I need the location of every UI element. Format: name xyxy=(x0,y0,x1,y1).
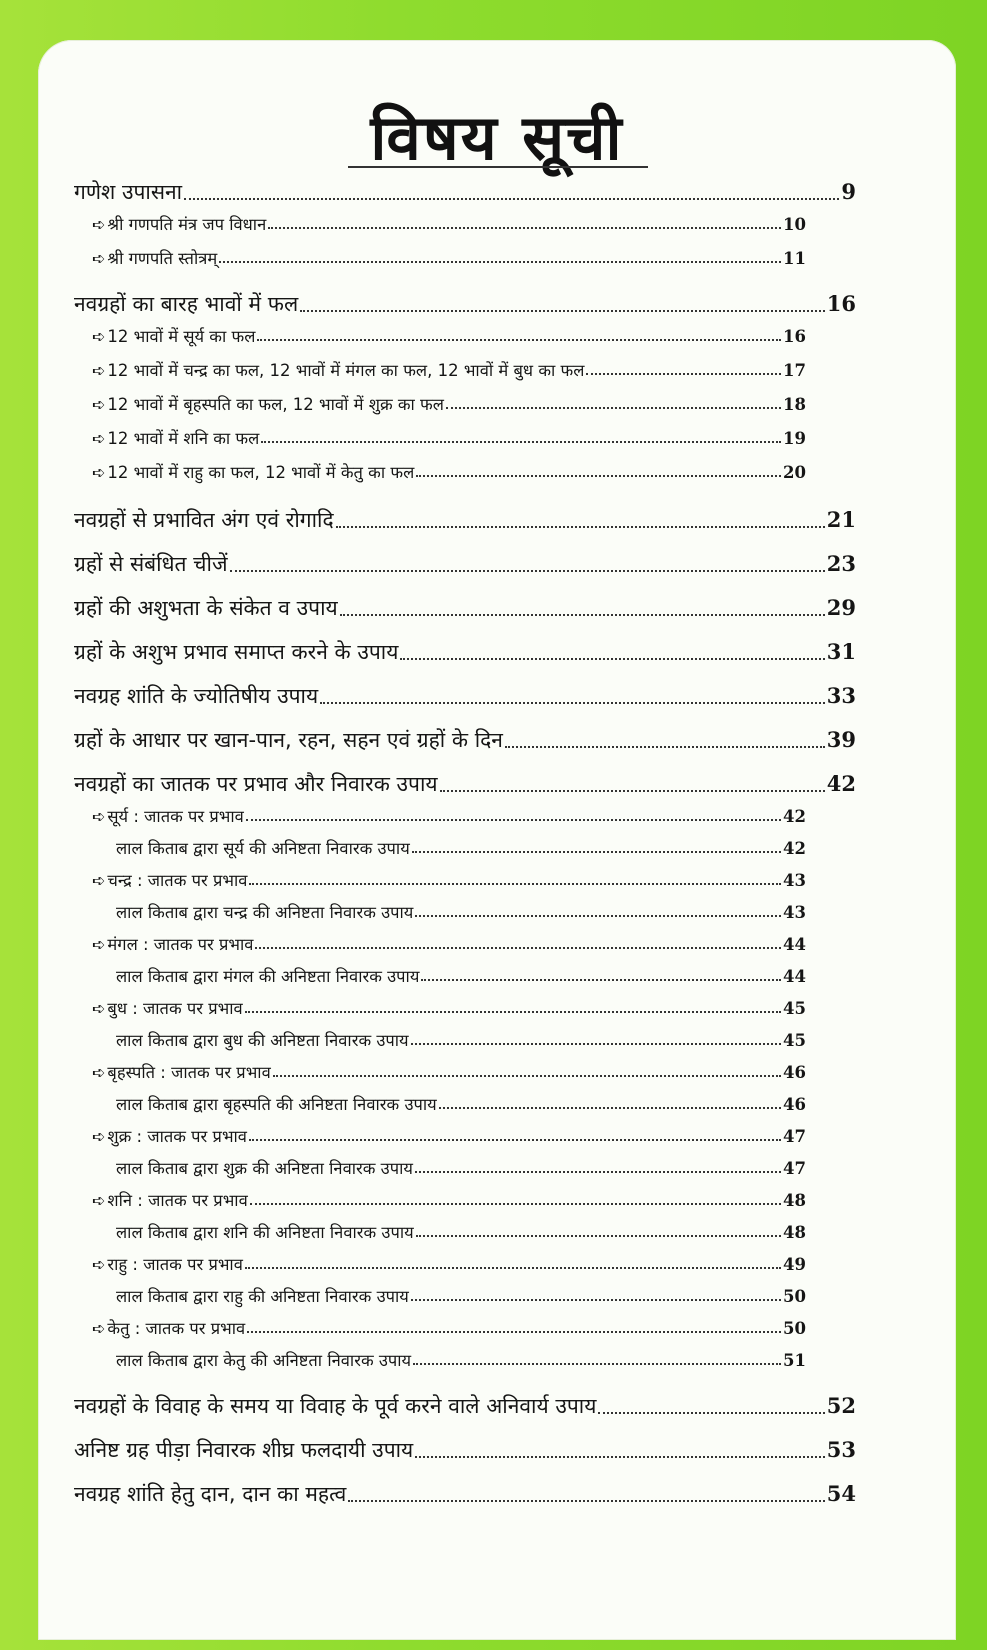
bullet-arrow-icon: ➪ xyxy=(92,361,106,380)
toc-entry-page-number: 20 xyxy=(783,463,806,482)
toc-entry-page-number: 52 xyxy=(826,1393,856,1418)
toc-subentry xyxy=(92,932,806,955)
bullet-arrow-icon: ➪ xyxy=(92,215,106,234)
dot-leader xyxy=(421,979,781,981)
toc-entry-title: राहु : जातक पर प्रभाव xyxy=(107,1255,243,1274)
toc-entry-title: ग्रहों की अशुभता के संकेत व उपाय xyxy=(74,596,338,620)
bullet-arrow-icon: ➪ xyxy=(92,935,106,954)
toc-entry xyxy=(74,178,856,206)
dot-leader xyxy=(413,1363,781,1365)
toc-entry-page-number: 33 xyxy=(826,683,856,708)
toc-subentry xyxy=(116,1348,806,1371)
toc-entry-title: लाल किताब द्वारा चन्द्र की अनिष्टता निवारक उपाय xyxy=(116,903,414,922)
toc-subentry xyxy=(92,246,806,269)
dot-leader xyxy=(439,1107,781,1109)
dot-leader xyxy=(412,851,781,853)
toc-entry-page-number: 54 xyxy=(826,1481,856,1506)
toc-entry xyxy=(74,770,856,798)
toc-entry xyxy=(74,550,856,578)
dot-leader xyxy=(415,1456,825,1458)
toc-subentry xyxy=(116,900,806,923)
toc-entry-page-number: 50 xyxy=(783,1319,806,1338)
toc-subentry xyxy=(92,1124,806,1147)
toc-subentry xyxy=(116,1156,806,1179)
toc-subentry xyxy=(116,1220,806,1243)
toc-entry-page-number: 51 xyxy=(783,1351,806,1370)
dot-leader xyxy=(416,475,781,477)
toc-entry xyxy=(74,1480,856,1508)
bullet-arrow-icon: ➪ xyxy=(92,1319,106,1338)
toc-subentry xyxy=(116,1092,806,1115)
dot-leader xyxy=(245,1011,781,1013)
dot-leader xyxy=(400,658,824,660)
toc-entry-page-number: 10 xyxy=(783,215,806,234)
toc-entry-title: नवग्रहों के विवाह के समय या विवाह के पूर्व करने वाले अनिवार्य उपाय xyxy=(74,1394,597,1418)
toc-entry-page-number: 53 xyxy=(826,1437,856,1462)
toc-entry-title: लाल किताब द्वारा राहु की अनिष्टता निवारक उपाय xyxy=(116,1287,409,1306)
toc-entry-title: गणेश उपासना xyxy=(74,180,183,204)
dot-leader xyxy=(411,1299,781,1301)
toc-entry-page-number: 23 xyxy=(826,551,856,576)
toc-entry xyxy=(74,1392,856,1420)
toc-entry-page-number: 47 xyxy=(783,1127,806,1146)
toc-entry-page-number: 44 xyxy=(783,967,806,986)
toc-entry-page-number: 48 xyxy=(783,1191,806,1210)
bullet-arrow-icon: ➪ xyxy=(92,1127,106,1146)
bullet-arrow-icon: ➪ xyxy=(92,429,106,448)
toc-entry-title: लाल किताब द्वारा शुक्र की अनिष्टता निवारक उपाय xyxy=(116,1159,413,1178)
dot-leader xyxy=(415,1171,781,1173)
toc-entry-title: 12 भावों में राहु का फल, 12 भावों में केतु का फल xyxy=(107,463,415,482)
dot-leader xyxy=(184,198,839,200)
toc-entry-page-number: 17 xyxy=(783,361,806,380)
toc-entry-page-number: 39 xyxy=(826,727,856,752)
toc-entry-title: लाल किताब द्वारा मंगल की अनिष्टता निवारक उपाय xyxy=(116,967,420,986)
bullet-arrow-icon: ➪ xyxy=(92,807,106,826)
dot-leader xyxy=(340,614,825,616)
toc-entry xyxy=(74,594,856,622)
dot-leader xyxy=(586,373,781,375)
toc-entry-title: लाल किताब द्वारा बृहस्पति की अनिष्टता निवारक उपाय xyxy=(116,1095,437,1114)
toc-entry-page-number: 43 xyxy=(783,871,806,890)
toc-entry-title: लाल किताब द्वारा सूर्य की अनिष्टता निवारक उपाय xyxy=(116,839,410,858)
toc-entry-title: 12 भावों में सूर्य का फल xyxy=(107,327,256,346)
toc-entry-page-number: 21 xyxy=(826,507,856,532)
toc-entry-page-number: 45 xyxy=(783,1031,806,1050)
dot-leader xyxy=(300,310,825,312)
toc-entry-title: 12 भावों में बृहस्पति का फल, 12 भावों में शुक्र का फल xyxy=(107,395,444,414)
toc-subentry xyxy=(92,996,806,1019)
toc-entry-page-number: 19 xyxy=(783,429,806,448)
toc-entry-page-number: 44 xyxy=(783,935,806,954)
toc-subentry xyxy=(92,1316,806,1339)
toc-subentry xyxy=(92,460,806,483)
toc-entry-title: लाल किताब द्वारा शनि की अनिष्टता निवारक उपाय xyxy=(116,1223,414,1242)
dot-leader xyxy=(598,1412,824,1414)
dot-leader xyxy=(446,407,781,409)
bullet-arrow-icon: ➪ xyxy=(92,395,106,414)
dot-leader xyxy=(348,1500,824,1502)
toc-entry-title: शनि : जातक पर प्रभाव xyxy=(107,1191,248,1210)
toc-subentry xyxy=(92,1188,806,1211)
toc-entry-title: चन्द्र : जातक पर प्रभाव xyxy=(107,871,248,890)
dot-leader xyxy=(245,1267,781,1269)
toc-subentry xyxy=(92,1252,806,1275)
toc-entry-title: शुक्र : जातक पर प्रभाव xyxy=(107,1127,247,1146)
toc-entry-title: श्री गणपति स्तोत्रम् xyxy=(107,249,218,268)
toc-entry-title: 12 भावों में शनि का फल xyxy=(107,429,260,448)
dot-leader xyxy=(416,1235,781,1237)
toc-entry-page-number: 42 xyxy=(783,807,806,826)
dot-leader xyxy=(246,819,781,821)
toc-entry-title: श्री गणपति मंत्र जप विधान xyxy=(107,215,267,234)
bullet-arrow-icon: ➪ xyxy=(92,463,106,482)
dot-leader xyxy=(273,1075,781,1077)
dot-leader xyxy=(440,790,825,792)
dot-leader xyxy=(230,570,825,572)
toc-entry-page-number: 46 xyxy=(783,1063,806,1082)
toc-entry-page-number: 49 xyxy=(783,1255,806,1274)
toc-entry-page-number: 48 xyxy=(783,1223,806,1242)
toc-entry-title: लाल किताब द्वारा बुध की अनिष्टता निवारक उपाय xyxy=(116,1031,409,1050)
toc-subentry xyxy=(92,1060,806,1083)
bullet-arrow-icon: ➪ xyxy=(92,249,106,268)
bullet-arrow-icon: ➪ xyxy=(92,871,106,890)
dot-leader xyxy=(261,441,781,443)
dot-leader xyxy=(250,1203,781,1205)
bullet-arrow-icon: ➪ xyxy=(92,1255,106,1274)
toc-entry-title: केतु : जातक पर प्रभाव xyxy=(107,1319,246,1338)
toc-subentry xyxy=(116,1028,806,1051)
toc-entry-title: ग्रहों के अशुभ प्रभाव समाप्त करने के उपाय xyxy=(74,640,399,664)
toc-subentry xyxy=(92,804,806,827)
dot-leader xyxy=(415,915,781,917)
dot-leader xyxy=(249,883,781,885)
toc-subentry xyxy=(116,964,806,987)
bullet-arrow-icon: ➪ xyxy=(92,999,106,1018)
toc-entry-page-number: 31 xyxy=(826,639,856,664)
toc-entry-title: ग्रहों के आधार पर खान-पान, रहन, सहन एवं ग्रहों के दिन xyxy=(74,728,503,752)
toc-entry-title: नवग्रहों से प्रभावित अंग एवं रोगादि xyxy=(74,508,334,532)
dot-leader xyxy=(257,339,781,341)
toc-subentry xyxy=(116,1284,806,1307)
toc-entry xyxy=(74,726,856,754)
toc-entry-title: 12 भावों में चन्द्र का फल, 12 भावों में मंगल का फल, 12 भावों में बुध का फल xyxy=(107,361,585,380)
toc-entry xyxy=(74,506,856,534)
dot-leader xyxy=(336,526,825,528)
toc-entry-title: नवग्रहों का जातक पर प्रभाव और निवारक उपाय xyxy=(74,772,438,796)
toc-entry-page-number: 45 xyxy=(783,999,806,1018)
toc-subentry xyxy=(92,392,806,415)
toc-subentry xyxy=(92,868,806,891)
toc-entry-title: मंगल : जातक पर प्रभाव xyxy=(107,935,254,954)
toc-entry xyxy=(74,682,856,710)
toc-entry xyxy=(74,1436,856,1464)
dot-leader xyxy=(255,947,781,949)
dot-leader xyxy=(247,1331,781,1333)
toc-entry-title: अनिष्ट ग्रह पीड़ा निवारक शीघ्र फलदायी उपाय xyxy=(74,1438,414,1462)
toc-subentry xyxy=(92,358,806,381)
toc-subentry xyxy=(92,426,806,449)
toc-entry-title: बृहस्पति : जातक पर प्रभाव xyxy=(107,1063,271,1082)
toc-entry-title: ग्रहों से संबंधित चीजें xyxy=(74,552,228,576)
dot-leader xyxy=(219,261,781,263)
toc-entry-page-number: 46 xyxy=(783,1095,806,1114)
toc-entry-title: नवग्रह शांति हेतु दान, दान का महत्व xyxy=(74,1482,347,1506)
dot-leader xyxy=(320,702,825,704)
toc-entry xyxy=(74,290,856,318)
toc-entry-page-number: 29 xyxy=(826,595,856,620)
toc-entry-title: नवग्रहों का बारह भावों में फल xyxy=(74,292,299,316)
toc-entry-page-number: 50 xyxy=(783,1287,806,1306)
toc-entry-page-number: 16 xyxy=(826,291,856,316)
toc-entry-title: सूर्य : जातक पर प्रभाव xyxy=(107,807,244,826)
toc-entry-page-number: 18 xyxy=(783,395,806,414)
toc-entry-title: लाल किताब द्वारा केतु की अनिष्टता निवारक उपाय xyxy=(116,1351,412,1370)
toc-entry-page-number: 9 xyxy=(841,179,856,204)
toc-entry-title: बुध : जातक पर प्रभाव xyxy=(107,999,243,1018)
bullet-arrow-icon: ➪ xyxy=(92,327,106,346)
page-sheet xyxy=(38,40,956,1640)
toc-entry-page-number: 43 xyxy=(783,903,806,922)
toc-subentry xyxy=(116,836,806,859)
toc-entry-page-number: 11 xyxy=(783,249,806,268)
bullet-arrow-icon: ➪ xyxy=(92,1063,106,1082)
dot-leader xyxy=(249,1139,781,1141)
toc-entry-page-number: 16 xyxy=(783,327,806,346)
toc-entry-page-number: 42 xyxy=(783,839,806,858)
bullet-arrow-icon: ➪ xyxy=(92,1191,106,1210)
dot-leader xyxy=(505,746,825,748)
dot-leader xyxy=(268,227,781,229)
toc-entry xyxy=(74,638,856,666)
table-of-contents xyxy=(38,40,956,1640)
toc-entry-title: नवग्रह शांति के ज्योतिषीय उपाय xyxy=(74,684,319,708)
dot-leader xyxy=(411,1043,781,1045)
toc-subentry xyxy=(92,324,806,347)
page-title: विषय सूची xyxy=(370,101,624,174)
toc-entry-page-number: 47 xyxy=(783,1159,806,1178)
toc-entry-page-number: 42 xyxy=(826,771,856,796)
toc-subentry xyxy=(92,212,806,235)
